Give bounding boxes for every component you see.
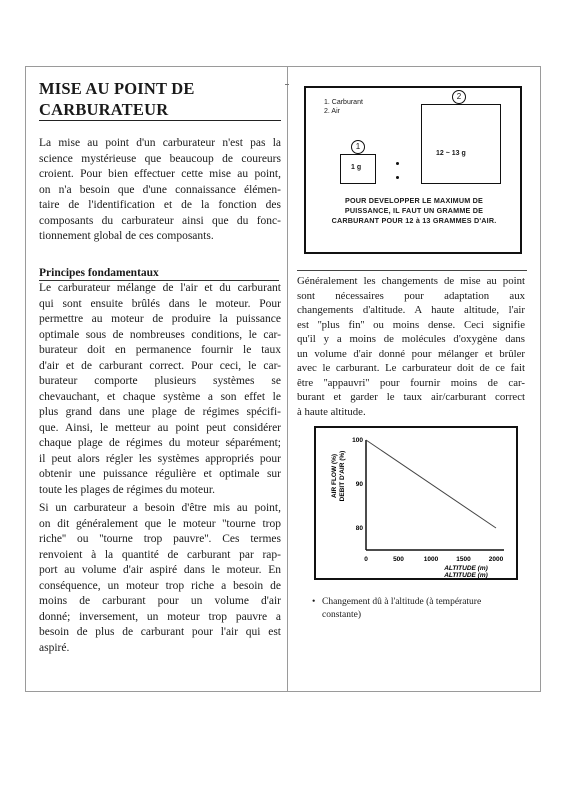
legend-fuel: 1. Carburant [324,99,363,106]
principles-line: burateur doit en permanence fournir le taux [39,344,281,356]
page-title [39,78,279,120]
column-divider [287,66,288,691]
note-bullet: • [312,597,316,607]
principles-line: burateur comporte plusieurs systèmes se [39,375,281,387]
ratio-dot-top [396,162,399,165]
divider-tick [285,84,289,85]
fuel-volume-box [340,154,376,184]
intro-line: La mise au point d'un carburateur n'est pas la [39,137,281,149]
rich-lean-line: aspiré. [39,641,70,654]
principles-line: d'air et de carburant correct. Pour ceci, le car- [39,359,281,372]
rich-lean-line: donné; inversement, un moteur trop pauvre a [39,610,281,623]
altitude-line: être ''appauvri'' pour fournir moins de car- [297,376,525,389]
title-underline [39,120,281,121]
principles-line: chevauchant, et chaque système a son effet le [39,390,281,403]
caption-line-1: POUR DEVELOPPER LE MAXIMUM DE [345,196,483,205]
air-volume-box [421,104,501,184]
title-line-2: CARBURATEUR [39,100,169,119]
chart-svg [316,428,516,578]
x-axis-title-en: ALTITUDE (m) [444,565,488,572]
caption-line-2: PUISSANCE, IL FAUT UN GRAMME DE [344,206,484,215]
section-heading: Principes fondamentaux [39,266,279,281]
rich-lean-paragraph [39,501,281,656]
rich-lean-line: on dit généralement que le moteur ''tourne trop [39,517,281,530]
rich-lean-line: Si un carburateur a besoin d'être mis au point, [39,502,281,514]
title-line-1: MISE AU POINT DE [39,79,195,98]
principles-line: permettre au moteur de produire la puissance [39,313,281,325]
x-tick-label: 1500 [456,556,471,563]
altitude-line: à haute altitude. [297,405,366,418]
principles-line: obtenir une puissance régulière et optimale sur [39,468,281,480]
rich-lean-line: moins de carburant pour un volume d'air [39,595,281,607]
rich-lean-line: renvoient à la quantité de carburant par rap- [39,548,281,561]
fuel-number-badge: 1 [351,140,365,154]
y-axis-title-en: AIR FLOW (%) [331,453,338,499]
caption-line-3: CARBURANT POUR 12 à 13 GRAMMES D'AIR. [331,216,497,225]
intro-line: on n'a besoin que d'une connaissance élémen- [39,183,281,196]
series-line [366,440,496,528]
air-amount-label: 12 ~ 13 g [436,150,466,157]
principles-line: Le carburateur mélange de l'air et du carburant [39,282,281,294]
principles-line: il peut alors régler les systèmes appropriés pour [39,452,281,465]
altitude-line: sont nécessaires pour adaptation aux [297,289,525,302]
y-axis-title-fr: DEBIT D'AIR (%) [339,450,346,502]
diagram-caption [316,196,512,226]
x-tick-label: 2000 [488,556,504,563]
principles-line: toute les plages de régimes du moteur. [39,483,215,496]
principles-line: optimale sous de nombreuses conditions, le car- [39,328,281,341]
rich-lean-line: port au volume d'air aspiré dans le moteur. En [39,564,281,576]
intro-line: science mystérieuse que beaucoup de coureurs [39,152,281,165]
altitude-line: un volume d'air donné pour mélanger et brûler [297,347,525,360]
note-text: Changement dû à l'altitude (à température constante) [322,597,482,620]
diagram-legend [324,98,363,116]
rich-lean-line: besoin de plus de carburant pour l'air qui est [39,626,281,638]
altitude-paragraph [297,274,525,419]
right-column-rule [297,270,527,271]
intro-paragraph [39,136,281,245]
altitude-line: qu'il y a moins de molécules d'oxygène dans [297,333,525,345]
principles-line: chaque plage de régimes du moteur séparément; [39,437,281,449]
intro-line: tionnement global de ces composants. [39,230,214,242]
intro-line: taire de l'identification et de la fonction des [39,199,281,211]
air-number-badge: 2 [452,90,466,104]
altitude-line: avec le carburant. Le carburateur doit de ce fait [297,362,525,374]
x-axis-title-fr: ALTITUDE (m) [444,572,488,578]
altitude-chart [314,426,518,580]
x-tick-label: 500 [393,556,404,563]
principles-line: que. Ainsi, le metteur au point peut considérer [39,421,281,434]
altitude-line: Généralement les changements de mise au point [297,275,525,287]
y-tick-label: 80 [355,525,363,532]
rich-lean-line: conséquence, un moteur trop riche a besoin de [39,579,281,592]
y-tick-label: 90 [355,481,363,488]
altitude-line: burant et garder le taux air/carburant correct [297,391,525,403]
x-tick-label: 1000 [423,556,439,563]
fuel-amount-label: 1 g [351,164,362,171]
intro-line: croient. Pour bien effectuer cette mise au point, [39,168,281,180]
principles-line: plus grand dans une plage de régimes spécifi- [39,406,281,418]
altitude-line: est ''plus fin'' ou moins dense. Ceci signifie [297,318,525,331]
air-fuel-diagram [304,86,522,254]
legend-air: 2. Air [324,108,340,115]
ratio-dot-bottom [396,176,399,179]
principles-line: qui sont ensuite brûlés dans le moteur. Pour [39,297,281,310]
principles-paragraph [39,281,281,498]
intro-line: composants du carburateur ainsi que du fonc- [39,214,281,227]
altitude-line: changements d'altitude. A haute altitude, l'air [297,304,525,316]
rich-lean-line: riche'' ou ''tourne trop pauvre''. Ces termes [39,533,281,545]
y-tick-label: 100 [352,437,363,444]
x-tick-label: 0 [364,556,368,563]
